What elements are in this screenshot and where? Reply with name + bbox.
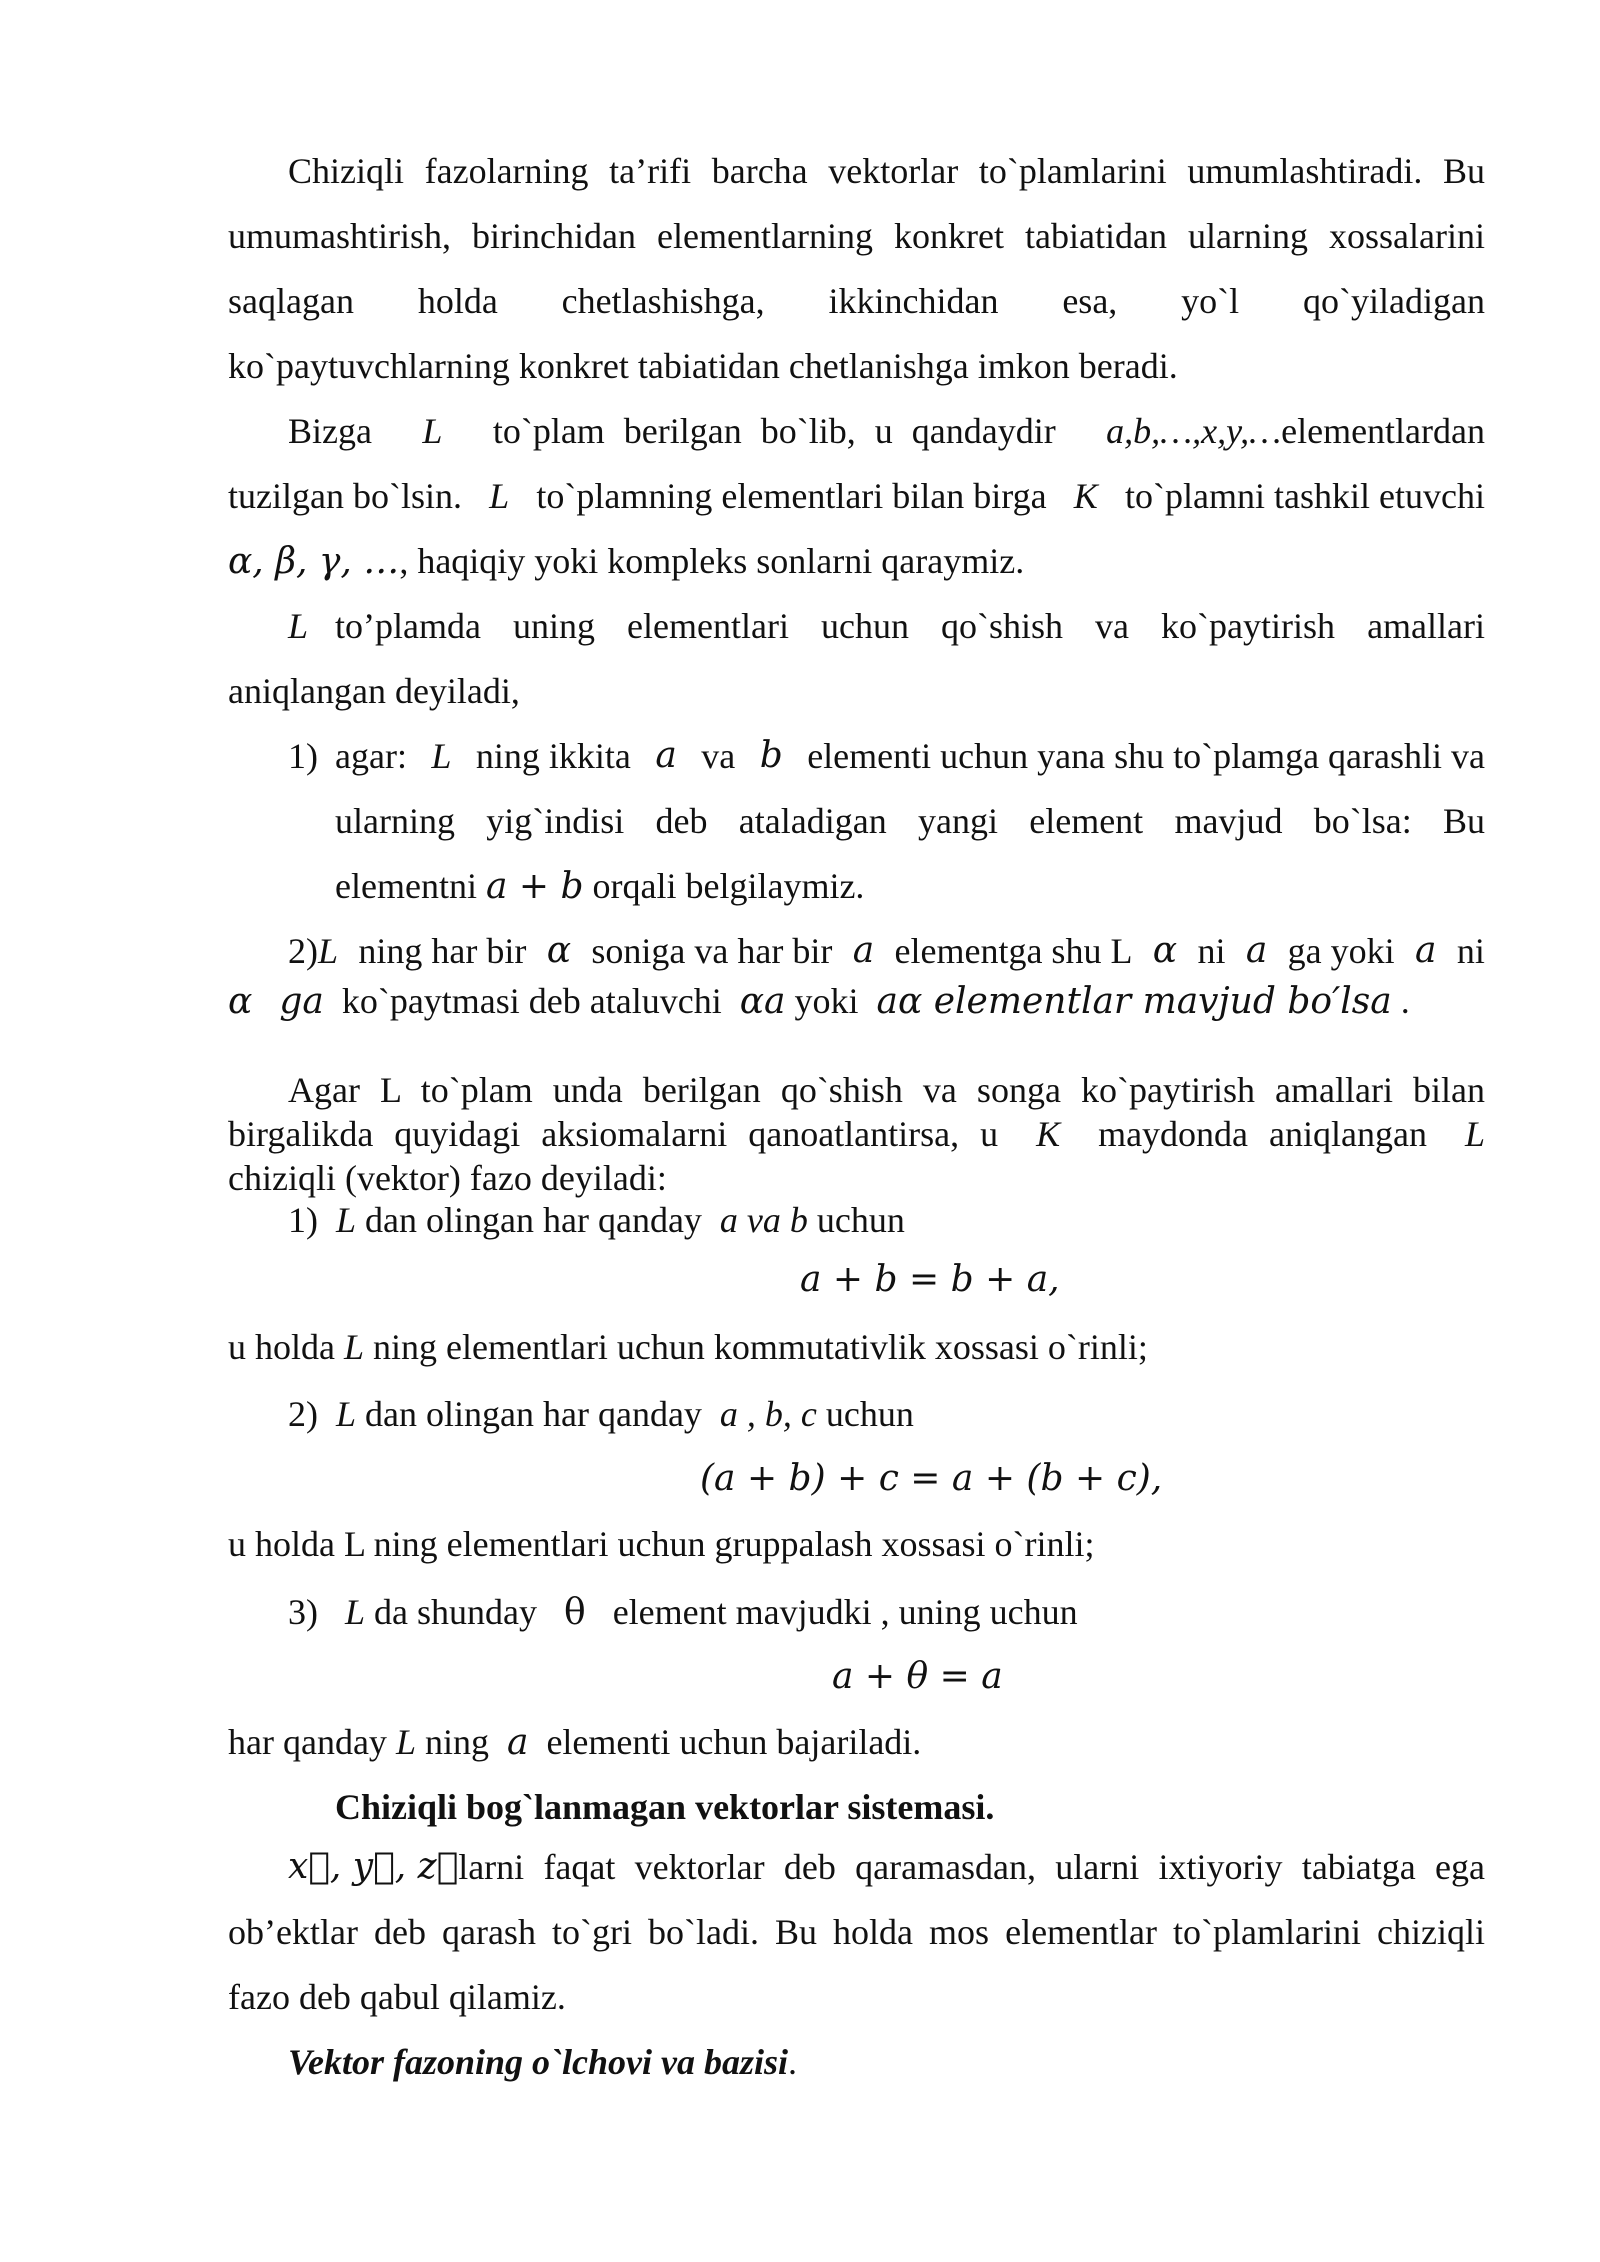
text-fragment: ni bbox=[1197, 931, 1226, 971]
field-symbol: K bbox=[1073, 476, 1098, 516]
list-number: 3) bbox=[288, 1592, 318, 1632]
variables: a , b, c bbox=[719, 1394, 817, 1434]
var-a: a bbox=[1245, 930, 1268, 971]
set-symbol: L bbox=[336, 1200, 357, 1240]
text-line bbox=[228, 475, 1485, 517]
text-line: Agar L to`plam unda berilgan qo`shish va songa ko`paytirish amallari bilan bbox=[288, 1070, 1485, 1110]
text-line bbox=[288, 930, 1485, 972]
text-line bbox=[288, 1198, 905, 1242]
text-fragment: uchun bbox=[825, 1394, 914, 1434]
sum-expression: a + b bbox=[485, 866, 584, 907]
text-line: chiziqli (vektor) fazo deyiladi: bbox=[228, 1158, 667, 1198]
text-line bbox=[228, 1112, 1485, 1156]
text-line bbox=[335, 735, 1485, 777]
text-fragment: ning har bir bbox=[358, 931, 527, 971]
list-number: 1) bbox=[288, 736, 318, 776]
text-line bbox=[228, 1720, 921, 1765]
var-a: a bbox=[655, 735, 677, 776]
text-fragment: uchun bbox=[816, 1200, 905, 1240]
set-symbol: L bbox=[395, 1722, 416, 1762]
set-symbol: L bbox=[345, 1592, 366, 1632]
text-fragment: soniga va har bir bbox=[591, 931, 833, 971]
text-fragment: elementi uchun yana shu to`plamga qarashli va bbox=[807, 736, 1485, 776]
product-expression: aα elementlar mavjud bo′lsa bbox=[876, 981, 1392, 1022]
list-number: 1) bbox=[288, 1200, 318, 1240]
set-symbol: L bbox=[489, 476, 510, 516]
set-symbol: L bbox=[288, 606, 309, 646]
text-fragment: ning elementlari uchun kommutativlik xossasi o`rinli; bbox=[373, 1327, 1148, 1367]
var-a: a bbox=[852, 930, 875, 971]
text-fragment: ning bbox=[424, 1722, 489, 1762]
text-fragment: yoki bbox=[794, 981, 859, 1021]
text-fragment: va bbox=[701, 736, 736, 776]
text-line: u holda L ning elementlari uchun gruppalash xossasi o`rinli; bbox=[228, 1524, 1095, 1564]
text-line bbox=[288, 1392, 914, 1436]
set-symbol: L bbox=[343, 1327, 365, 1367]
var-b: b bbox=[759, 735, 783, 776]
formula-associativity: (a + b) + c = a + (b + c), bbox=[700, 1458, 1163, 1499]
text-fragment: da shunday bbox=[374, 1592, 537, 1632]
greek-scalars: α, β, γ, … bbox=[228, 541, 400, 582]
text-fragment: to`plamning elementlari bilan birga bbox=[536, 476, 1047, 516]
text-line: umumashtirish, birinchidan elementlarning konkret tabiatidan ularning xossalarini bbox=[228, 216, 1485, 256]
text-line bbox=[288, 1590, 1078, 1635]
text-line: Chiziqli fazolarning ta’rifi barcha vektorlar to`plamlarini umumlashtiradi. Bu bbox=[288, 151, 1485, 191]
text-fragment: . bbox=[1400, 981, 1410, 1021]
text-line bbox=[288, 1845, 1485, 1889]
list-number: 2) bbox=[288, 931, 318, 971]
text-fragment: larni faqat vektorlar deb qaramasdan, ularni ixtiyoriy tabiatga ega bbox=[458, 1847, 1485, 1887]
scalar-alpha: α bbox=[1152, 930, 1178, 971]
text-fragment: u holda bbox=[228, 1327, 335, 1367]
section-heading bbox=[288, 2040, 797, 2084]
set-symbol: L bbox=[431, 736, 452, 776]
text-fragment: elementga shu L bbox=[894, 931, 1133, 971]
set-symbol: L bbox=[336, 1394, 357, 1434]
text-line: fazo deb qabul qilamiz. bbox=[228, 1977, 566, 2017]
section-heading: Chiziqli bog`lanmagan vektorlar sistemasi. bbox=[335, 1787, 995, 1827]
text-fragment: Bizga bbox=[288, 411, 372, 451]
text-line: ularning yig`indisi deb ataladigan yangi element mavjud bo`lsa: Bu bbox=[335, 801, 1485, 841]
product-expression: αa bbox=[739, 981, 786, 1022]
scalar-alpha: α bbox=[228, 981, 253, 1022]
text-fragment: ning ikkita bbox=[475, 736, 631, 776]
set-symbol: L bbox=[1464, 1114, 1485, 1154]
text-fragment: element mavjudki , uning uchun bbox=[612, 1592, 1078, 1632]
text-line bbox=[228, 540, 1024, 582]
text-line bbox=[228, 980, 1410, 1022]
field-symbol: K bbox=[1036, 1114, 1061, 1154]
text-line: ko`paytuvchlarning konkret tabiatidan chetlanishga imkon beradi. bbox=[228, 346, 1178, 386]
var-a: a bbox=[506, 1722, 529, 1763]
text-fragment: elementi uchun bajariladi. bbox=[546, 1722, 922, 1762]
text-line bbox=[288, 605, 1485, 647]
text-fragment: agar: bbox=[335, 736, 407, 776]
text-fragment: dan olingan har qanday bbox=[365, 1394, 702, 1434]
text-fragment: dan olingan har qanday bbox=[365, 1200, 702, 1240]
text-fragment: elementlardan bbox=[1281, 411, 1485, 451]
zero-element-theta: θ bbox=[564, 1592, 586, 1633]
text-line bbox=[288, 410, 1485, 452]
text-fragment: orqali belgilaymiz. bbox=[592, 866, 865, 906]
text-line: aniqlangan deyiladi, bbox=[228, 671, 520, 711]
text-fragment: to’plamda uning elementlari uchun qo`shish va ko`paytirish amallari bbox=[335, 606, 1485, 646]
text-line: ob’ektlar deb qarash to`gri bo`ladi. Bu holda mos elementlar to`plamlarini chiziqli bbox=[228, 1912, 1485, 1952]
text-fragment: ga bbox=[279, 981, 324, 1022]
formula-commutativity: a + b = b + a, bbox=[800, 1259, 1060, 1300]
scalar-alpha: α bbox=[546, 930, 572, 971]
set-symbol: L bbox=[318, 931, 339, 971]
text-fragment: to`plam berilgan bo`lib, u qandaydir bbox=[492, 411, 1056, 451]
text-fragment: ko`paytmasi deb ataluvchi bbox=[341, 981, 722, 1021]
text-fragment: birgalikda quyidagi aksiomalarni qanoatlantirsa, u bbox=[228, 1114, 999, 1154]
text-line: saqlagan holda chetlashishga, ikkinchidan esa, yo`l qo`yiladigan bbox=[228, 281, 1485, 321]
text-fragment: tuzilgan bo`lsin. bbox=[228, 476, 462, 516]
list-number: 2) bbox=[288, 1394, 318, 1434]
text-fragment: elementni bbox=[335, 866, 477, 906]
text-fragment: maydonda aniqlangan bbox=[1098, 1114, 1427, 1154]
set-symbol: L bbox=[422, 411, 443, 451]
element-list: a,b,…,x,y,… bbox=[1106, 411, 1282, 451]
text-fragment: ga yoki bbox=[1287, 931, 1395, 971]
formula-zero-element: a + θ = a bbox=[832, 1656, 1003, 1697]
heading-text: Vektor fazoning o`lchovi va bazisi bbox=[288, 2042, 789, 2082]
text-fragment: har qanday bbox=[228, 1722, 387, 1762]
text-line bbox=[228, 1325, 1148, 1369]
heading-period: . bbox=[788, 2042, 798, 2082]
text-line bbox=[335, 865, 864, 907]
text-fragment: to`plamni tashkil etuvchi bbox=[1125, 476, 1485, 516]
var-a: a bbox=[1415, 930, 1437, 971]
variables: a va b bbox=[719, 1200, 808, 1240]
vector-symbols: x⃗, y⃗, z⃗ bbox=[288, 1846, 459, 1887]
text-fragment: , haqiqiy yoki kompleks sonlarni qaraymiz. bbox=[399, 541, 1025, 581]
text-fragment: ni bbox=[1456, 931, 1485, 971]
